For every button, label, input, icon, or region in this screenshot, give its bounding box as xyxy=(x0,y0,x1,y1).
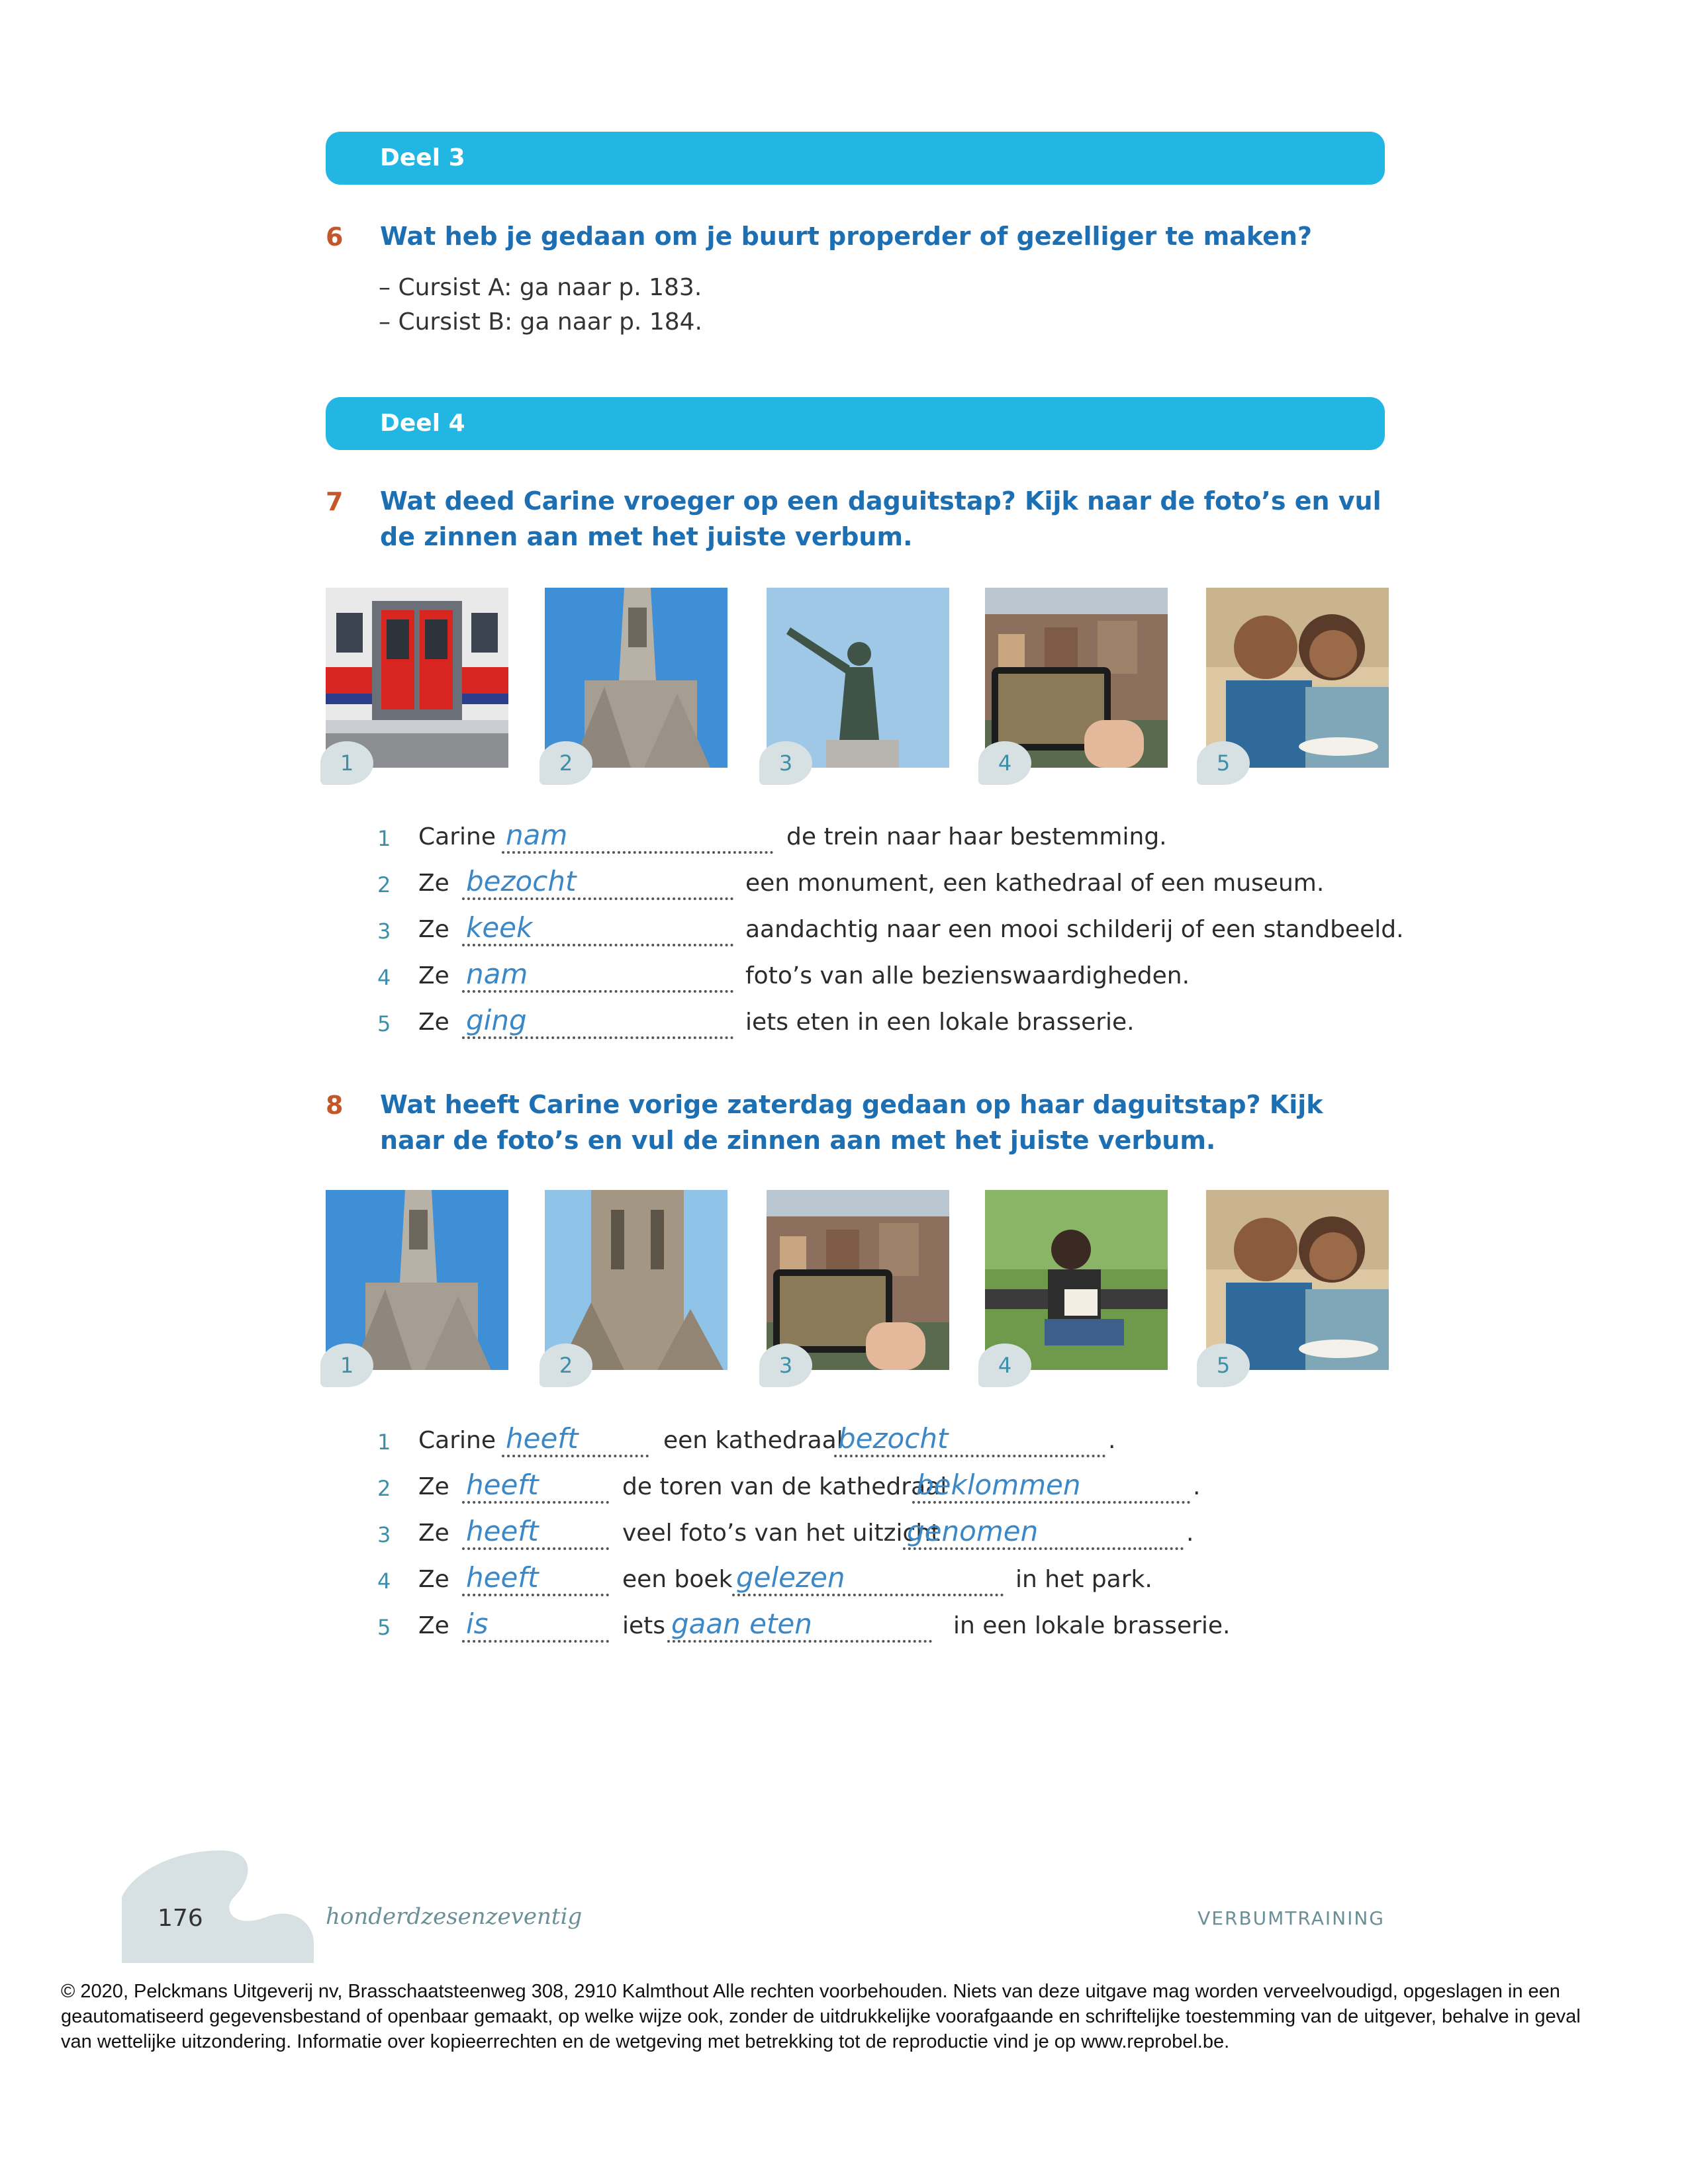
sentence-end: in het park. xyxy=(1015,1566,1152,1593)
sentence-number: 5 xyxy=(377,1011,391,1036)
photo-number-badge: 4 xyxy=(978,1343,1031,1387)
photo-number-badge: 2 xyxy=(539,741,592,785)
participle-blank[interactable] xyxy=(903,1516,1184,1550)
photo-number-badge: 3 xyxy=(759,741,812,785)
sentence-number: 5 xyxy=(377,1615,391,1640)
answer-blank[interactable] xyxy=(462,866,733,900)
sentence-rest: foto’s van alle bezienswaardigheden. xyxy=(745,962,1190,989)
couple-eating-icon xyxy=(1206,588,1389,768)
aux-blank[interactable] xyxy=(462,1608,609,1643)
photo-statue xyxy=(767,588,949,768)
sentence-subject: Ze xyxy=(418,1566,449,1593)
answer-text: gaan eten xyxy=(671,1608,812,1640)
sentence-subject: Ze xyxy=(418,870,449,897)
participle-blank[interactable] xyxy=(732,1562,1004,1596)
photo-train xyxy=(326,588,508,768)
couple-eating-icon xyxy=(1206,1190,1389,1370)
sentence-subject: Carine xyxy=(418,823,496,850)
answer-text: heeft xyxy=(466,1469,539,1501)
photo-number-badge: 5 xyxy=(1197,1343,1250,1387)
sentence-subject: Ze xyxy=(418,1009,449,1036)
sentence-middle: veel foto’s van het uitzicht xyxy=(622,1520,941,1547)
sentence-end: . xyxy=(1108,1427,1116,1454)
aux-blank[interactable] xyxy=(462,1469,609,1504)
answer-text: nam xyxy=(506,819,568,851)
sentence-subject: Ze xyxy=(418,1520,449,1547)
photo-tower xyxy=(545,1190,727,1370)
answer-text: is xyxy=(466,1608,489,1640)
sentence-end: in een lokale brasserie. xyxy=(953,1612,1231,1639)
answer-text: heeft xyxy=(506,1422,579,1455)
question-text: Wat heeft Carine vorige zaterdag gedaan op haar daguitstap? Kijk naar de foto’s en vul de zinnen aan met het juiste verbum. xyxy=(380,1090,1323,1155)
answer-text: heeft xyxy=(466,1515,539,1547)
photo-phone-picture xyxy=(767,1190,949,1370)
photo-reading-woman xyxy=(985,1190,1168,1370)
list-item: – Cursist B: ga naar p. 184. xyxy=(379,308,702,336)
sentence-number: 1 xyxy=(377,1430,391,1455)
section-title: VERBUMTRAINING xyxy=(1197,1907,1385,1929)
sentence-middle: een boek xyxy=(622,1566,733,1593)
question-number: 7 xyxy=(326,487,344,516)
photo-cathedral xyxy=(545,588,727,768)
photo-cathedral xyxy=(326,1190,508,1370)
sentence-middle: iets xyxy=(622,1612,666,1639)
participle-blank[interactable] xyxy=(912,1469,1190,1504)
page-corner-decoration xyxy=(122,1844,314,1963)
answer-text: keek xyxy=(466,911,533,944)
answer-text: heeft xyxy=(466,1561,539,1594)
sentence-subject: Ze xyxy=(418,916,449,943)
photo-number-badge: 2 xyxy=(539,1343,592,1387)
answer-blank[interactable] xyxy=(462,1005,733,1039)
question-text: Wat deed Carine vroeger op een daguitstap? Kijk naar de foto’s en vul de zinnen aan met het juiste verbum. xyxy=(380,486,1382,551)
sentence-rest: de trein naar haar bestemming. xyxy=(786,823,1167,850)
participle-blank[interactable] xyxy=(667,1608,932,1643)
cathedral-icon xyxy=(326,1190,508,1370)
sentence-number: 4 xyxy=(377,1569,391,1594)
sentence-number: 1 xyxy=(377,826,391,851)
sentence-subject: Ze xyxy=(418,1473,449,1500)
statue-icon xyxy=(767,588,949,768)
copyright-notice: © 2020, Pelckmans Uitgeverij nv, Brasschaatsteenweg 308, 2910 Kalmthout Alle rechten voorbehouden. Niets van deze uitgave mag worden verveelvoudigd, opgeslagen in een geautomatiseerd gegevensbestand of openbaar gemaakt, op welke wijze ook, zonder de uitdrukkelijke voorafgaande en schriftelijke toestemming van de uitgever, behalve in geval van wettelijke uitzondering. Informatie over kopieerrechten en de wetgeving met betrekking tot de reproductie vind je op www.reprobel.be. xyxy=(61,1981,1581,2052)
answer-text: nam xyxy=(466,958,528,990)
cathedral-icon xyxy=(545,588,727,768)
answer-blank[interactable] xyxy=(462,912,733,946)
page-number-word: honderdzesenzeventig xyxy=(326,1903,583,1930)
sentence-number: 2 xyxy=(377,872,391,897)
answer-text: bezocht xyxy=(466,865,577,897)
photo-couple-eating xyxy=(1206,1190,1389,1370)
sentence-end: . xyxy=(1193,1473,1201,1500)
reading-woman-icon xyxy=(985,1190,1168,1370)
sentence-subject: Carine xyxy=(418,1427,496,1454)
answer-text: gelezen xyxy=(736,1561,845,1594)
answer-text: ging xyxy=(466,1004,527,1036)
sentence-end: . xyxy=(1186,1520,1194,1547)
train-icon xyxy=(326,588,508,768)
tower-icon xyxy=(545,1190,727,1370)
aux-blank[interactable] xyxy=(502,1423,649,1457)
answer-blank[interactable] xyxy=(462,958,733,993)
photo-number-badge: 5 xyxy=(1197,741,1250,785)
sentence-number: 2 xyxy=(377,1476,391,1501)
sentence-middle: de toren van de kathedraal xyxy=(622,1473,947,1500)
page-number: 176 xyxy=(158,1905,203,1932)
question-text: Wat heb je gedaan om je buurt properder of gezelliger te maken? xyxy=(380,222,1313,251)
phone-photo-icon xyxy=(985,588,1168,768)
phone-photo-icon xyxy=(767,1190,949,1370)
sentence-number: 3 xyxy=(377,1522,391,1547)
section-label: Deel 3 xyxy=(380,144,465,171)
sentence-number: 3 xyxy=(377,919,391,944)
sentence-number: 4 xyxy=(377,965,391,990)
sentence-middle: een kathedraal xyxy=(663,1427,843,1454)
sentence-subject: Ze xyxy=(418,962,449,989)
photo-number-badge: 4 xyxy=(978,741,1031,785)
photo-number-badge: 1 xyxy=(320,741,373,785)
answer-text: genomen xyxy=(907,1515,1039,1547)
sentence-subject: Ze xyxy=(418,1612,449,1639)
photo-couple-eating xyxy=(1206,588,1389,768)
sentence-rest: een monument, een kathedraal of een museum. xyxy=(745,870,1325,897)
photo-number-badge: 3 xyxy=(759,1343,812,1387)
answer-text: beklommen xyxy=(916,1469,1081,1501)
section-bar-deel-4 xyxy=(326,397,1385,450)
sentence-rest: iets eten in een lokale brasserie. xyxy=(745,1009,1135,1036)
photo-number-badge: 1 xyxy=(320,1343,373,1387)
section-bar-deel-3 xyxy=(326,132,1385,185)
aux-blank[interactable] xyxy=(462,1516,609,1550)
aux-blank[interactable] xyxy=(462,1562,609,1596)
section-label: Deel 4 xyxy=(380,410,465,437)
photo-phone-picture xyxy=(985,588,1168,768)
question-number: 6 xyxy=(326,222,344,251)
list-item: – Cursist A: ga naar p. 183. xyxy=(379,274,702,301)
answer-blank[interactable] xyxy=(502,819,773,854)
answer-text: bezocht xyxy=(838,1422,949,1455)
question-number: 8 xyxy=(326,1091,344,1120)
participle-blank[interactable] xyxy=(834,1423,1105,1457)
sentence-rest: aandachtig naar een mooi schilderij of een standbeeld. xyxy=(745,916,1404,943)
